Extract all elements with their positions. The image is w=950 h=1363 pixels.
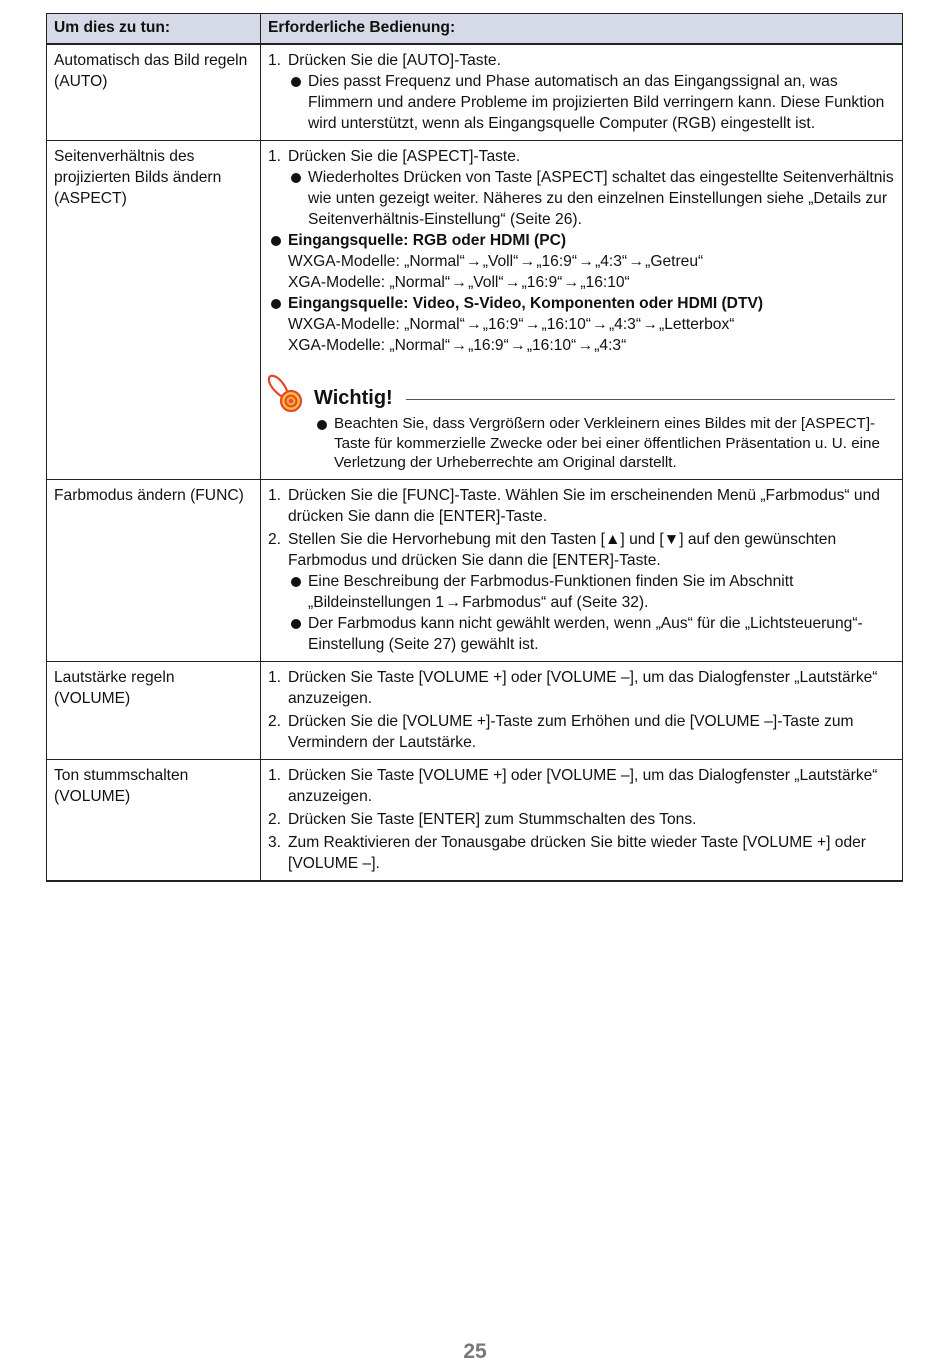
- step-number: 2.: [268, 712, 282, 730]
- arrow-right-icon: →: [524, 316, 541, 333]
- bullet-text: Farbmodus“ auf (Seite 32).: [462, 593, 649, 611]
- note-divider: [406, 399, 895, 400]
- operation-cell: [261, 759, 903, 881]
- bullet-dot-icon: [314, 414, 334, 473]
- arrow-right-icon: →: [445, 593, 461, 611]
- action-cell: Automatisch das Bild regeln (AUTO): [47, 44, 261, 141]
- step-number: 1.: [268, 52, 282, 69]
- action-cell: Farbmodus ändern (FUNC): [47, 479, 261, 661]
- bullet-text: Eine Beschreibung der Farbmodus-Funktionen finden Sie im Abschnitt „Bildeinstellungen 1: [308, 572, 794, 611]
- note-title: Wichtig!: [314, 387, 393, 409]
- bullet-dot-icon: [288, 613, 308, 655]
- step-number: 3.: [268, 833, 282, 851]
- sequence-xga: XGA-Modelle: „Normal“→„16:9“→„16:10“→„4:3“: [288, 337, 627, 354]
- arrow-right-icon: →: [592, 316, 608, 333]
- arrow-right-icon: →: [563, 274, 580, 291]
- bullet-dot-icon: [268, 293, 288, 356]
- arrow-right-icon: →: [465, 316, 482, 333]
- step-number: 1.: [268, 668, 282, 686]
- source-pc-block: [268, 230, 895, 293]
- step: [268, 809, 895, 830]
- bullet-text: Wiederholtes Drücken von Taste [ASPECT] schaltet das eingestellte Seitenverhältnis wie unten gezeigt weiter. Näheres zu den einzelnen Einstellungen siehe „Details zur Seitenverhältnis-Einstellung“ (Seite 26).: [308, 169, 894, 228]
- step-text: Drücken Sie die [ASPECT]-Taste.: [288, 148, 521, 165]
- header-action: Um dies zu tun:: [47, 14, 261, 45]
- source-label: Eingangsquelle: RGB oder HDMI (PC): [288, 232, 567, 249]
- bullet-text: Dies passt Frequenz und Phase automatisch an das Eingangssignal an, was Flimmern und andere Probleme im projizierten Bild verringern kann. Diese Funktion wird unterstützt, wenn als Eingangsquelle Computer (RGB) eingestellt ist.: [308, 73, 885, 132]
- step-number: 1.: [268, 486, 282, 504]
- operation-cell: [261, 661, 903, 759]
- action-cell: Ton stummschalten (VOLUME): [47, 759, 261, 881]
- step: [268, 711, 895, 753]
- sequence-wxga: WXGA-Modelle: „Normal“→„Voll“→„16:9“→„4:3“→„Getreu“: [288, 253, 704, 270]
- bullet-dot-icon: [268, 230, 288, 293]
- step: [268, 485, 895, 527]
- operation-cell: [261, 141, 903, 480]
- operation-cell: [261, 479, 903, 661]
- bullet-text: Der Farbmodus kann nicht gewählt werden, wenn „Aus“ für die „Lichtsteuerung“-Einstellung (Seite 27) gewählt ist.: [308, 614, 863, 653]
- arrow-right-icon: →: [465, 253, 482, 270]
- step-number: 1.: [268, 148, 282, 165]
- arrow-right-icon: →: [504, 274, 521, 291]
- step: [268, 667, 895, 709]
- source-video-block: [268, 293, 895, 356]
- table-row: [47, 479, 903, 661]
- step-text: Drücken Sie die [FUNC]-Taste. Wählen Sie im erscheinenden Menü „Farbmodus“ und drücken Sie dann die [ENTER]-Taste.: [288, 486, 880, 525]
- source-label: Eingangsquelle: Video, S-Video, Komponenten oder HDMI (DTV): [288, 295, 764, 312]
- action-cell: Lautstärke regeln (VOLUME): [47, 661, 261, 759]
- operation-cell: [261, 44, 903, 141]
- step-number: 2.: [268, 530, 282, 548]
- arrow-right-icon: →: [578, 253, 594, 270]
- arrow-right-icon: →: [451, 337, 467, 354]
- step-text: Drücken Sie die [VOLUME +]-Taste zum Erhöhen und die [VOLUME –]-Taste zum Vermindern der Lautstärke.: [288, 712, 854, 751]
- bullet: [268, 613, 895, 655]
- bullet-dot-icon: [288, 571, 308, 613]
- step: [268, 50, 895, 71]
- page-number: 25: [463, 1340, 487, 1363]
- arrow-right-icon: →: [628, 253, 644, 270]
- operations-table: [46, 13, 903, 882]
- step: [268, 146, 895, 167]
- step: [268, 832, 895, 874]
- step-text: Zum Reaktivieren der Tonausgabe drücken Sie bitte wieder Taste [VOLUME +] oder [VOLUME –].: [288, 833, 866, 872]
- step: [268, 529, 895, 571]
- bullet: [268, 71, 895, 134]
- arrow-right-icon: →: [510, 337, 526, 354]
- step-number: 1.: [268, 766, 282, 784]
- pushpin-icon: [264, 372, 310, 414]
- table-row: [47, 661, 903, 759]
- table-row: [47, 141, 903, 480]
- step-text: Drücken Sie die [AUTO]-Taste.: [288, 52, 501, 69]
- header-operation: Erforderliche Bedienung:: [261, 14, 903, 45]
- step-text: Stellen Sie die Hervorhebung mit den Tasten [▲] und [▼] auf den gewünschten Farbmodus und drücken Sie dann die [ENTER]-Taste.: [288, 530, 837, 569]
- sequence-wxga: WXGA-Modelle: „Normal“→„16:9“→„16:10“→„4:3“→„Letterbox“: [288, 316, 735, 333]
- table-row: [47, 44, 903, 141]
- arrow-right-icon: →: [519, 253, 536, 270]
- sequence-xga: XGA-Modelle: „Normal“→„Voll“→„16:9“→„16:10“: [288, 274, 630, 291]
- bullet-dot-icon: [288, 71, 308, 134]
- arrow-right-icon: →: [642, 316, 658, 333]
- arrow-right-icon: →: [451, 274, 467, 291]
- arrow-right-icon: →: [577, 337, 594, 354]
- bullet-dot-icon: [288, 167, 308, 230]
- step-number: 2.: [268, 810, 282, 828]
- step-text: Drücken Sie Taste [VOLUME +] oder [VOLUME –], um das Dialogfenster „Lautstärke“ anzuzeigen.: [288, 668, 878, 707]
- bullet: [268, 571, 895, 613]
- note-bullet: [268, 414, 895, 473]
- table-row: [47, 759, 903, 881]
- step-text: Drücken Sie Taste [ENTER] zum Stummschalten des Tons.: [288, 810, 697, 828]
- step: [268, 765, 895, 807]
- step-text: Drücken Sie Taste [VOLUME +] oder [VOLUME –], um das Dialogfenster „Lautstärke“ anzuzeigen.: [288, 766, 878, 805]
- important-note: [268, 372, 895, 473]
- note-text: Beachten Sie, dass Vergrößern oder Verkleinern eines Bildes mit der [ASPECT]-Taste für kommerzielle Zwecke oder bei einer öffentlichen Präsentation u. U. eine Verletzung der Urheberrechte am Original darstellt.: [334, 415, 880, 471]
- action-cell: Seitenverhältnis des projizierten Bilds ändern (ASPECT): [47, 141, 261, 480]
- table-header-row: [47, 14, 903, 45]
- bullet: [268, 167, 895, 230]
